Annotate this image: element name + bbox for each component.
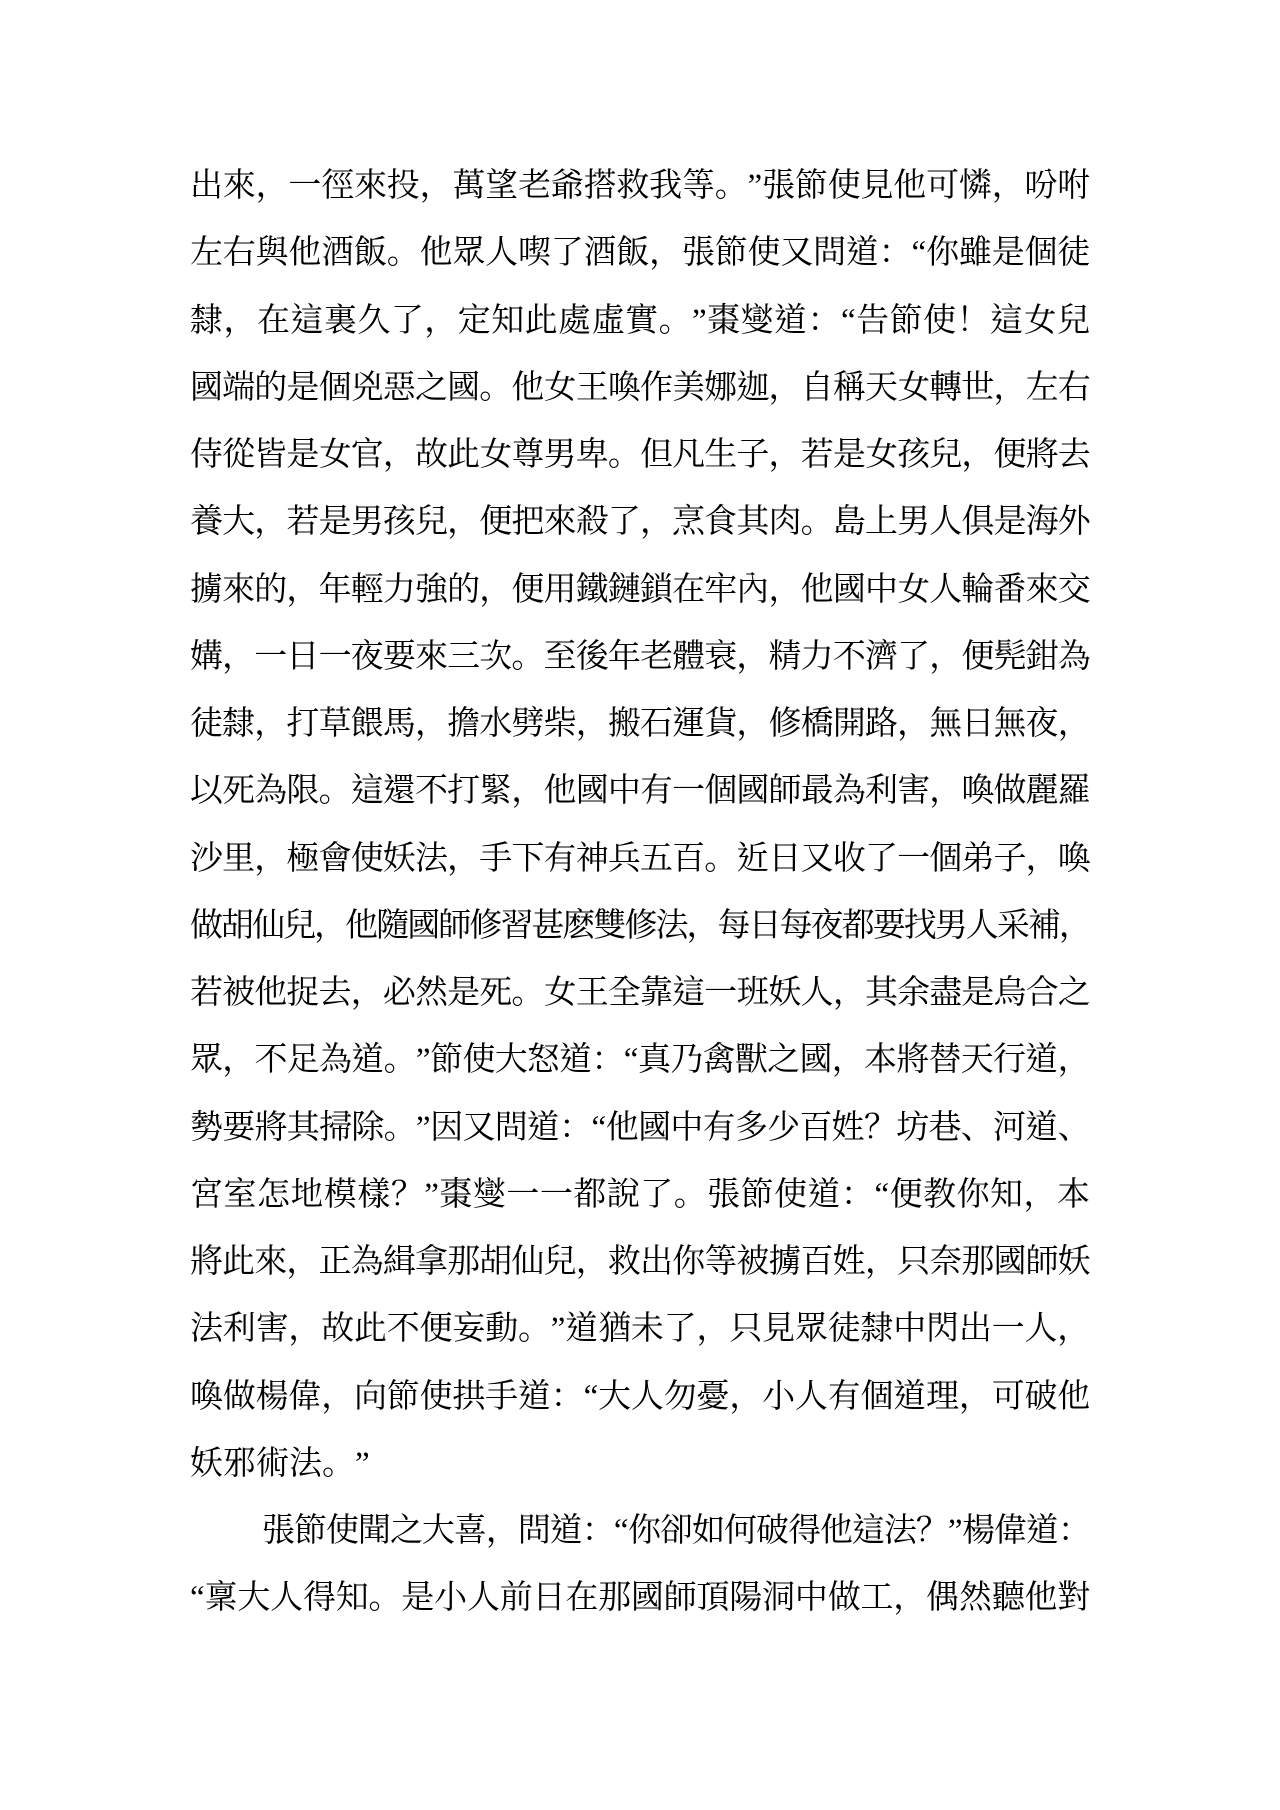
text-line: 法 利 害 ， 故 此 不 便 妄 動 。 ” 道 猶 未 了 ， 只 見 眾 徒 隸 中 閃 出 一 人 ，	[190, 1311, 1091, 1348]
text-line: 勢 要 將 其 掃 除 。 ” 因 又 問 道 ： “ 他 國 中 有 多 少 百 姓 ？ 坊 巷 、 河 道 、	[190, 1109, 1091, 1146]
paragraph-1	[190, 153, 1090, 1498]
text-line: 侍 從 皆 是 女 官 ， 故 此 女 尊 男 卑 。 但 凡 生 子 ， 若 是 女 孩 兒 ， 便 將 去	[190, 437, 1091, 474]
paragraph-2	[190, 1498, 1090, 1633]
text-line: 沙 里 ， 極 會 使 妖 法 ， 手 下 有 神 兵 五 百 。 近 日 又 收 了 一 個 弟 子 ， 喚	[190, 840, 1091, 877]
text-line: 出 來 ， 一 徑 來 投 ， 萬 望 老 爺 搭 救 我 等 。 ” 張 節 使 見 他 可 憐 ， 吩 咐	[190, 168, 1091, 205]
text-line: 擄 來 的 ， 年 輕 力 強 的 ， 便 用 鐵 鏈 鎖 在 牢 內 ， 他 國 中 女 人 輪 番 來 交	[190, 571, 1091, 608]
text-line: 以 死 為 限 。 這 還 不 打 緊 ， 他 國 中 有 一 個 國 師 最 為 利 害 ， 喚 做 麗 羅	[190, 773, 1091, 810]
text-block	[190, 153, 1090, 1633]
text-line: 妖 邪 術 法 。 ”	[190, 1445, 370, 1482]
text-line: 養 大 ， 若 是 男 孩 兒 ， 便 把 來 殺 了 ， 烹 食 其 肉 。 島 上 男 人 俱 是 海 外	[190, 504, 1091, 541]
text-line: “ 稟 大 人 得 知 。 是 小 人 前 日 在 那 國 師 頂 陽 洞 中 做 工 ， 偶 然 聽 他 對	[190, 1580, 1091, 1617]
text-line: 隸 ， 在 這 裏 久 了 ， 定 知 此 處 虛 實 。 ” 棗 燮 道 ： “ 告 節 使 ！ 這 女 兒	[190, 302, 1090, 339]
text-line: 張 節 使 聞 之 大 喜 ， 問 道 ： “ 你 卻 如 何 破 得 他 這 法 ？ ” 楊 偉 道 ：	[262, 1513, 1092, 1550]
text-line: 國 端 的 是 個 兇 惡 之 國 。 他 女 王 喚 作 美 娜 迦 ， 自 稱 天 女 轉 世 ， 左 右	[190, 369, 1091, 406]
text-line: 徒 隸 ， 打 草 餵 馬 ， 擔 水 劈 柴 ， 搬 石 運 貨 ， 修 橋 開 路 ， 無 日 無 夜 ，	[190, 706, 1091, 743]
text-line: 若 被 他 捉 去 ， 必 然 是 死 。 女 王 全 靠 這 一 班 妖 人 ， 其 余 盡 是 烏 合 之	[190, 975, 1091, 1012]
text-line: 將 此 來 ， 正 為 緝 拿 那 胡 仙 兒 ， 救 出 你 等 被 擄 百 姓 ， 只 奈 那 國 師 妖	[190, 1244, 1091, 1281]
text-line: 做 胡 仙 兒 ， 他 隨 國 師 修 習 甚 麽 雙 修 法 ， 每 日 每 夜 都 要 找 男 人 采 補 ，	[190, 907, 1092, 944]
text-line: 媾 ， 一 日 一 夜 要 來 三 次 。 至 後 年 老 體 衰 ， 精 力 不 濟 了 ， 便 髡 鉗 為	[190, 638, 1091, 675]
text-line: 宮 室 怎 地 模 樣 ？ ” 棗 燮 一 一 都 說 了 。 張 節 使 道 ： “ 便 教 你 知 ， 本	[190, 1176, 1090, 1213]
text-line: 眾 ， 不 足 為 道 。 ” 節 使 大 怒 道 ： “ 真 乃 禽 獸 之 國 ， 本 將 替 天 行 道 ，	[190, 1042, 1091, 1079]
text-line: 左 右 與 他 酒 飯 。 他 眾 人 喫 了 酒 飯 ， 張 節 使 又 問 道 ： “ 你 雖 是 個 徒	[190, 235, 1091, 272]
text-line: 喚 做 楊 偉 ， 向 節 使 拱 手 道 ： “ 大 人 勿 憂 ， 小 人 有 個 道 理 ， 可 破 他	[190, 1378, 1091, 1415]
